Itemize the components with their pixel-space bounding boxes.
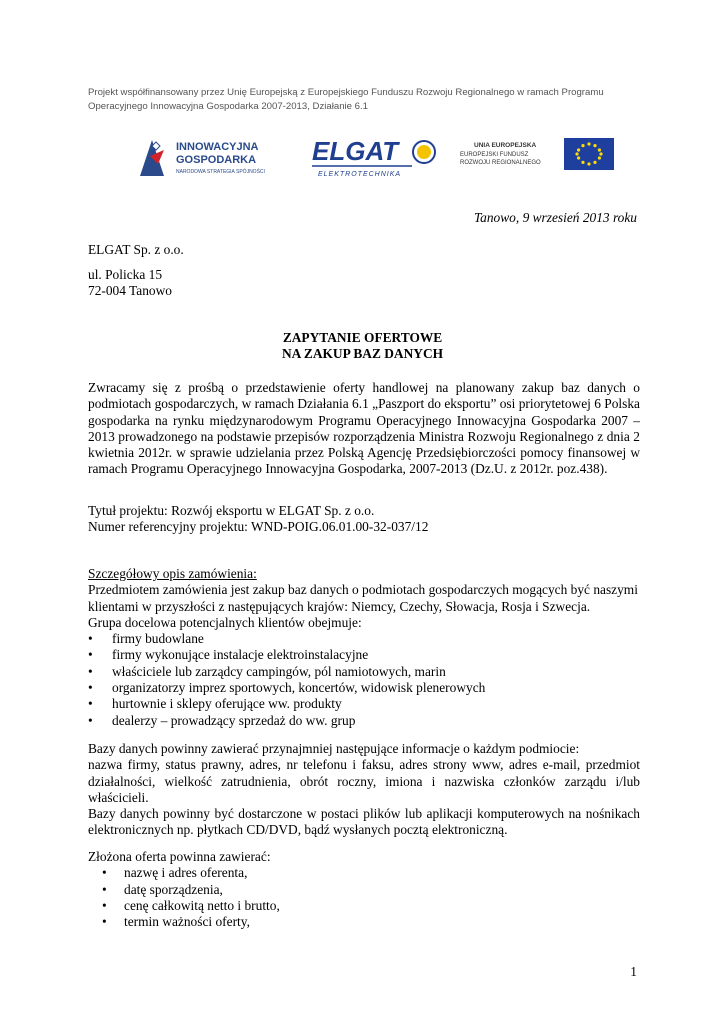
bullet-icon: • — [88, 696, 93, 712]
order-details — [88, 566, 640, 729]
bullet-icon: • — [88, 631, 93, 647]
list-item: • cenę całkowitą netto i brutto, — [102, 897, 280, 913]
funding-note-line2: Operacyjnego Innowacyjna Gospodarka 2007-2013, Działanie 6.1 — [88, 101, 368, 112]
elgat-logo — [308, 130, 443, 180]
elgat-sub: ELEKTROTECHNIKA — [318, 171, 402, 178]
bullet-icon: • — [102, 914, 107, 930]
list-item: • dealerzy – prowadzący sprzedaż do ww. grup — [88, 712, 356, 728]
innowacyjna-gospodarka-logo — [138, 136, 298, 178]
bullet-icon: • — [102, 881, 107, 897]
sender-address — [88, 242, 184, 299]
ue-line3: ROZWOJU REGIONALNEGO — [460, 160, 541, 166]
db-info-fields: nazwa firmy, status prawny, adres, nr telefonu i faksu, adres strony www, adres e-mail, przedmiot działalności, wielkość zatrudnienia, obrót roczny, imiona i nazwiska członków zarządu i/lub właścicieli. — [88, 757, 640, 805]
list-item: • firmy wykonujące instalacje elektroinstalacyjne — [88, 647, 369, 663]
target-group-list — [88, 631, 640, 729]
ig-line3: NARODOWA STRATEGIA SPÓJNOŚCI — [176, 169, 265, 175]
database-requirements — [88, 741, 640, 839]
eu-logo — [456, 136, 616, 174]
offer-items-list — [88, 865, 640, 930]
ig-line1: INNOWACYJNA — [176, 141, 259, 153]
bullet-icon: • — [102, 865, 107, 881]
bullet-icon: • — [88, 663, 93, 679]
list-item: • termin ważności oferty, — [102, 914, 250, 930]
intro-paragraph: Zwracamy się z prośbą o przedstawienie oferty handlowej na planowany zakup baz danych o podmiotach gospodarczych, w ramach Działania 6.1 „Paszport do eksportu” osi priorytetowej 6 Polska gospodarka na rynku międzynarodowym Programu Operacyjnego Innowacyjna Gospodarka 2007 – 2013 prowadzonego na podstawie przepisów rozporządzenia Ministra Rozwoju Regionalnego z dnia 2 kwietnia 2012r. w sprawie udzielania przez Polską Agencję Przedsiębiorczości pomocy finansowej w ramach Programu Operacyjnego Innowacyjna Gospodarka, 2007-2013 (Dz.U. z 2012r. poz.438). — [88, 380, 640, 477]
elgat-sun — [417, 145, 431, 159]
title-line1: ZAPYTANIE OFERTOWE — [282, 330, 443, 345]
logo-strip — [138, 130, 608, 180]
list-item: • firmy budowlane — [88, 631, 204, 647]
details-heading: Szczegółowy opis zamówienia: — [88, 566, 257, 581]
ig-line2: GOSPODARKA — [176, 154, 257, 166]
bullet-icon: • — [102, 897, 107, 913]
project-reference: Numer referencyjny projektu: WND-POIG.06.01.00-32-037/12 — [88, 519, 429, 535]
city-address: 72-004 Tanowo — [88, 283, 172, 298]
ue-line2: EUROPEJSKI FUNDUSZ — [460, 152, 529, 158]
project-info — [88, 503, 640, 536]
bullet-icon: • — [88, 647, 93, 663]
document-title — [0, 330, 725, 362]
details-text: Przedmiotem zamówienia jest zakup baz danych o podmiotach gospodarczych mogących być naszymi klientami w przyszłości z następujących krajów: Niemcy, Czechy, Słowacja, Rosja i Szwecja. — [88, 582, 638, 614]
funding-note-line1: Projekt współfinansowany przez Unię Europejską z Europejskiego Funduszu Rozwoju Regionalnego w ramach Programu — [88, 87, 604, 98]
list-item: • hurtownie i sklepy oferujące ww. produkty — [88, 696, 342, 712]
bullet-icon: • — [88, 712, 93, 728]
list-item: • datę sporządzenia, — [102, 881, 223, 897]
letter-date: Tanowo, 9 wrzesień 2013 roku — [473, 210, 637, 225]
list-item: • właściciele lub zarządcy campingów, pól namiotowych, marin — [88, 663, 446, 679]
db-info-intro: Bazy danych powinny zawierać przynajmniej następujące informacje o każdym podmiocie: — [88, 741, 580, 756]
company-name: ELGAT Sp. z o.o. — [88, 242, 184, 257]
target-group-intro: Grupa docelowa potencjalnych klientów obejmuje: — [88, 614, 362, 630]
bullet-icon: • — [88, 680, 93, 696]
street-address: ul. Policka 15 — [88, 267, 163, 282]
title-line2: NA ZAKUP BAZ DANYCH — [281, 346, 444, 361]
ue-line1: UNIA EUROPEJSKA — [474, 142, 537, 149]
page-number: 1 — [630, 964, 637, 979]
offer-requirements — [88, 849, 640, 930]
db-delivery: Bazy danych powinny być dostarczone w postaci plików lub aplikacji komputerowych na nośnikach elektronicznych np. płytkach CD/DVD, bądź wysłanych pocztą elektroniczną. — [88, 806, 640, 838]
offer-intro: Złożona oferta powinna zawierać: — [88, 849, 271, 864]
list-item: • organizatorzy imprez sportowych, koncertów, widowisk plenerowych — [88, 680, 486, 696]
elgat-name: ELGAT — [312, 136, 399, 166]
list-item: • nazwę i adres oferenta, — [102, 865, 248, 881]
funding-note — [88, 86, 648, 114]
project-title: Tytuł projektu: Rozwój eksportu w ELGAT Sp. z o.o. — [88, 503, 375, 518]
